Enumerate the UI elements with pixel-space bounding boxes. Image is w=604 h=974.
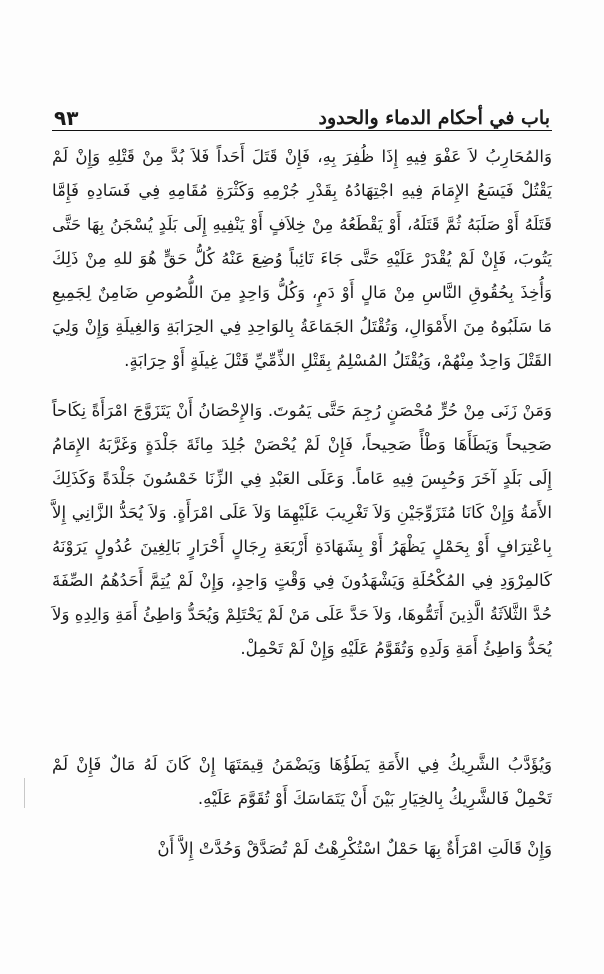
paragraph-zina: وَمَنْ زَنَى مِنْ حُرٍّ مُحْصَنٍ رُجِمَ حَتَّى يَمُوتَ. وَالإِحْصَانُ أَنْ يَتَزَوَّجَ امْرَأَةً نِكَاحاً صَحِيحاً وَيَطَأَهَا وَطْأً صَحِيحاً، فَإِنْ لَمْ يُحْصَنْ جُلِدَ مِائَةَ جَلْدَةٍ وَغَرَّبَهُ الإِمَامُ إِلَى بَلَدٍ آخَرَ وَحُبِسَ فِيهِ عَاماً. وَعَلَى العَبْدِ فِي الزِّنَا خَمْسُونَ جَلْدَةً وَكَذَلِكَ الأَمَةُ وَإِنْ كَانَا مُتَزَوِّجَيْنِ وَلاَ تَغْرِيبَ عَلَيْهِمَا وَلاَ عَلَى امْرَأَةٍ. وَلاَ يُحَدُّ الزَّانِي إِلاَّ بِاعْتِرَافٍ أَوْ بِحَمْلٍ يَظْهَرُ أَوْ بِشَهَادَةِ أَرْبَعَةِ رِجَالٍ أَحْرَارٍ بَالِغِينَ عُدُولٍ يَرَوْنَهُ كَالمِرْوَدِ فِي المُكْحُلَةِ وَيَشْهَدُونَ فِي وَقْتٍ وَاحِدٍ، وَإِنْ لَمْ يُتِمَّ أَحَدُهُمُ الصِّفَةَ حُدَّ الثَّلاَثَةُ الَّذِينَ أَتَمُّوهَا، وَلاَ حَدَّ عَلَى مَنْ لَمْ يَحْتَلِمْ وَيُحَدُّ وَاطِئُ أَمَةِ وَالِدِهِ وَلاَ يُحَدُّ وَاطِئُ أَمَةِ وَلَدِهِ وَتُقَوَّمُ عَلَيْهِ وَإِنْ لَمْ تَحْمِلْ. <box>52 401 552 658</box>
margin-mark <box>24 778 25 808</box>
chapter-title: باب في أحكام الدماء والحدود <box>318 107 550 129</box>
paragraph-haml: وَإِنْ قَالَتِ امْرَأَةٌ بِهَا حَمْلٌ اسْتُكْرِهْتُ لَمْ تُصَدَّقْ وَحُدَّتْ إِلاَّ أَنْ <box>157 839 552 858</box>
body-text <box>52 140 552 866</box>
running-header <box>54 96 550 128</box>
page-number: ٩٣ <box>54 106 79 130</box>
paragraph-sharik: وَيُؤَدَّبُ الشَّرِيكُ فِي الأَمَةِ يَطَؤُهَا وَيَضْمَنُ قِيمَتَهَا إِنْ كَانَ لَهُ مَالٌ فَإِنْ لَمْ تَحْمِلْ فَالشَّرِيكُ بِالخِيَارِ بَيْنَ أَنْ يَتَمَاسَكَ أَوْ تُقَوَّمَ عَلَيْهِ. <box>52 755 552 808</box>
paragraph-muharib: وَالمُحَارِبُ لاَ عَفْوَ فِيهِ إِذَا ظُفِرَ بِهِ، فَإِنْ قَتَلَ أَحَداً فَلاَ بُدَّ مِنْ قَتْلِهِ وَإِنْ لَمْ يَقْتُلْ فَيَسَعُ الإِمَامَ فِيهِ اجْتِهَادُهُ بِقَدْرِ جُرْمِهِ وَكَثْرَةِ مُقَامِهِ فِي فَسَادِهِ فَإِمَّا قَتَلَهُ أَوْ صَلَبَهُ ثُمَّ قَتَلَهُ، أَوْ يَقْطَعُهُ مِنْ خِلاَفٍ أَوْ يَنْفِيهِ إِلَى بَلَدٍ يُسْجَنُ بِهَا حَتَّى يَتُوبَ، فَإِنْ لَمْ يُقْدَرْ عَلَيْهِ حَتَّى جَاءَ تَائِباً وُضِعَ عَنْهُ كُلُّ حَقٍّ هُوَ للهِ مِنْ ذَلِكَ وَأُخِذَ بِحُقُوقِ النَّاسِ مِنْ مَالٍ أَوْ دَمٍ، وَكُلُّ وَاحِدٍ مِنَ اللُّصُوصِ ضَامِنٌ لِجَمِيعِ مَا سَلَبُوهُ مِنَ الأَمْوَالِ، وَتُقْتَلُ الجَمَاعَةُ بِالوَاحِدِ فِي الحِرَابَةِ وَالغِيلَةِ وَإِنْ وَلِيَ القَتْلَ وَاحِدٌ مِنْهُمْ، وَيُقْتَلُ المُسْلِمُ بِقَتْلِ الذِّمِّيِّ قَتْلَ غِيلَةٍ أَوْ حِرَابَةٍ. <box>52 147 552 370</box>
header-rule <box>52 130 552 131</box>
